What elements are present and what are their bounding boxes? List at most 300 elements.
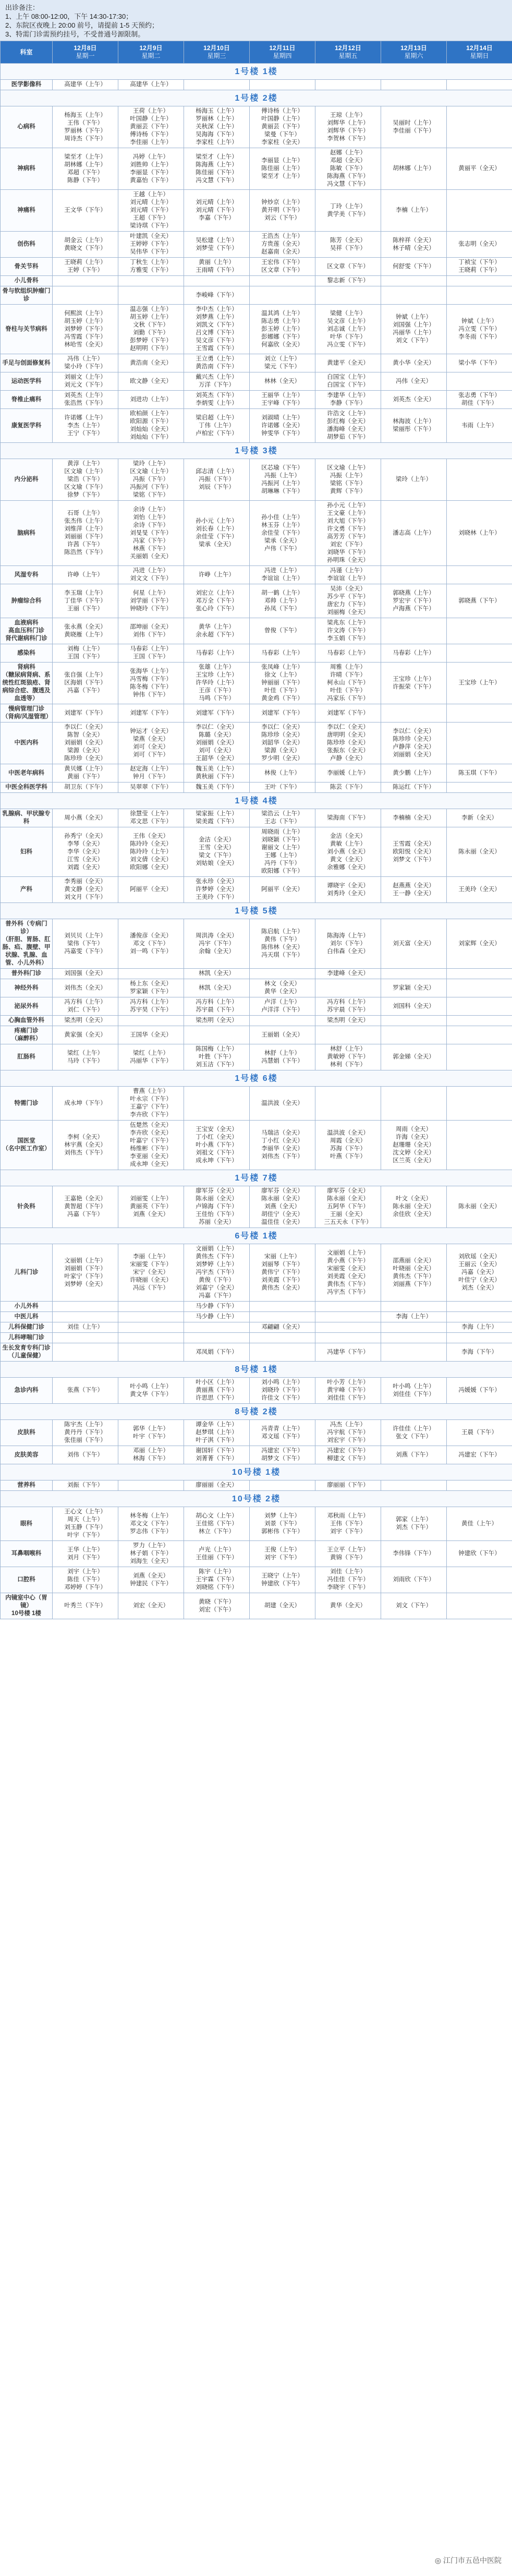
schedule-cell — [118, 1186, 184, 1228]
doctor-entry: 黄佳（上午） — [461, 1520, 497, 1527]
schedule-cell — [315, 1044, 381, 1070]
doctor-entry: 黄智超（下午） — [64, 1203, 106, 1210]
doctor-entry: 钟丽丽（下午） — [261, 680, 303, 686]
dept-name: 产科 — [1, 877, 53, 903]
doctor-entry: 冯振（上午） — [264, 472, 300, 479]
doctor-entry: 许峥（上午） — [67, 571, 103, 578]
doctor-entry: 林海波（上午） — [393, 418, 435, 425]
schedule-cell — [118, 276, 184, 286]
schedule-cell — [315, 566, 381, 584]
doctor-entry: 冯建宏（下午） — [327, 1448, 369, 1454]
schedule-cell — [53, 969, 118, 979]
doctor-entry: 叶佳（下午） — [264, 688, 300, 694]
doctor-entry: 柯永山（下午） — [327, 680, 369, 686]
doctor-entry: 王文华（下午） — [64, 207, 106, 213]
doctor-entry: 黄晓文（下午） — [64, 245, 106, 251]
schedule-cell — [315, 1312, 381, 1322]
schedule-cell — [118, 704, 184, 723]
doctor-entry: 孙小元（上午） — [196, 518, 238, 524]
doctor-entry: 冯青青（上午） — [261, 1425, 303, 1432]
doctor-entry: 王伟（下午） — [67, 119, 103, 126]
day-weekday: 星期一 — [76, 52, 95, 59]
doctor-entry: 王婷婷（下午） — [130, 241, 172, 247]
doctor-entry: 李中杰（上午） — [196, 306, 238, 312]
doctor-entry: 苏宇晨（下午） — [327, 1007, 369, 1013]
dept-name: 内分泌科 — [1, 459, 53, 501]
schedule-cell — [447, 618, 512, 644]
doctor-entry: 吴伟华（下午） — [130, 249, 172, 255]
table-row — [1, 1378, 512, 1404]
doctor-entry: 彭红梅（全天） — [327, 418, 369, 425]
schedule-cell — [118, 1343, 184, 1362]
doctor-entry: 欧阳娜（下午） — [261, 868, 303, 874]
doctor-entry: 丁伟（上午） — [199, 422, 235, 429]
doctor-entry: 刘丽燕（下午） — [393, 1281, 435, 1287]
doctor-entry: 卢海燕（下午） — [393, 605, 435, 612]
schedule-cell — [53, 501, 118, 566]
schedule-cell — [118, 1378, 184, 1404]
schedule-cell — [53, 979, 118, 997]
schedule-table — [0, 41, 512, 1619]
schedule-cell — [53, 1333, 118, 1343]
doctor-entry: 刘丽娟（全天） — [64, 740, 106, 746]
doctor-entry: 冯振（下午） — [133, 476, 169, 483]
doctor-entry: 卢伟（下午） — [264, 545, 300, 552]
doctor-entry: 廖军芬（全天） — [196, 1188, 238, 1194]
schedule-cell — [118, 106, 184, 148]
day-weekday: 星期六 — [404, 52, 423, 59]
doctor-entry: 冯振（下午） — [199, 476, 235, 483]
day-weekday: 星期日 — [470, 52, 489, 59]
schedule-cell — [118, 1302, 184, 1312]
doctor-entry: 谢国轩（下午） — [196, 1448, 238, 1454]
doctor-entry: 许晴（下午） — [330, 672, 366, 678]
doctor-entry: 许诺娜（上午） — [64, 414, 106, 421]
doctor-entry: 林舒（上午） — [330, 1046, 366, 1052]
dept-name: 脊柱与关节病科 — [1, 305, 53, 354]
schedule-cell — [53, 764, 118, 783]
doctor-entry: 黄小华（全天） — [393, 359, 435, 366]
schedule-cell — [447, 80, 512, 90]
schedule-cell — [184, 106, 250, 148]
doctor-entry: 冯建宏（下午） — [261, 1448, 303, 1454]
schedule-cell — [53, 1087, 118, 1121]
schedule-cell — [381, 1378, 447, 1404]
doctor-entry: 李晓宇（下午） — [327, 1584, 369, 1591]
table-header-row — [1, 41, 512, 64]
doctor-entry: 陈运红（下午） — [393, 784, 435, 790]
schedule-cell — [447, 969, 512, 979]
doctor-entry: 苏宇晨（下午） — [196, 1007, 238, 1013]
doctor-entry: 冯宇杰（下午） — [327, 1289, 369, 1295]
doctor-entry: 李琴（全天） — [67, 840, 103, 847]
doctor-entry: 陈芳（全天） — [330, 237, 366, 244]
schedule-cell — [118, 286, 184, 305]
schedule-cell — [381, 354, 447, 372]
schedule-cell — [447, 1087, 512, 1121]
schedule-cell — [250, 969, 315, 979]
doctor-entry: 余诗（下午） — [133, 522, 169, 528]
doctor-entry: 黄伟杰（下午） — [196, 1254, 238, 1260]
doctor-entry: 梁浩云（上午） — [261, 811, 303, 817]
day-date: 12月10日 — [203, 44, 230, 52]
doctor-entry: 钟建民（下午） — [130, 1580, 172, 1587]
dept-name: 脊椎止痛科 — [1, 391, 53, 409]
schedule-cell — [315, 190, 381, 232]
doctor-entry: 孙小佳（上午） — [261, 514, 303, 521]
doctor-entry: 刘晓玲（下午） — [261, 1387, 303, 1393]
doctor-entry: 郭彬伟（下午） — [261, 1528, 303, 1535]
doctor-entry: 胡梦文（下午） — [261, 1455, 303, 1462]
schedule-cell — [118, 1312, 184, 1322]
table-row — [1, 723, 512, 764]
doctor-entry: 林冬梅（上午） — [130, 1512, 172, 1519]
doctor-entry: 李玉瑞（上午） — [64, 589, 106, 596]
doctor-entry: 黄文静（全天） — [64, 886, 106, 893]
doctor-entry: 吴文彦（上午） — [327, 318, 369, 324]
table-row — [1, 1244, 512, 1302]
doctor-entry: 郭晓燕（上午） — [393, 589, 435, 596]
doctor-entry: 李以仁（全天） — [393, 728, 435, 735]
day-weekday: 星期二 — [141, 52, 161, 59]
schedule-cell — [381, 723, 447, 764]
doctor-entry: 梁小华（下午） — [458, 359, 501, 366]
doctor-entry: 刘梅（上午） — [67, 646, 103, 652]
table-row — [1, 276, 512, 286]
schedule-cell — [53, 644, 118, 663]
schedule-cell — [184, 1244, 250, 1302]
schedule-cell — [53, 1322, 118, 1333]
doctor-entry: 梁丽彤（下午） — [393, 426, 435, 432]
doctor-entry: 刘玉静（下午） — [64, 1524, 106, 1531]
schedule-cell — [118, 877, 184, 903]
schedule-cell — [315, 1480, 381, 1491]
doctor-entry: 刘丽娟（全天） — [196, 740, 238, 746]
doctor-entry: 王宝珍（上午） — [458, 680, 501, 686]
schedule-cell — [315, 1541, 381, 1567]
doctor-entry: 黄丹丹（下午） — [64, 1429, 106, 1436]
doctor-entry: 冯丹（下午） — [264, 860, 300, 866]
doctor-entry: 邓秋雨（上午） — [327, 1512, 369, 1519]
doctor-entry: 黄浩南（下午） — [196, 364, 238, 370]
schedule-cell — [381, 584, 447, 618]
schedule-cell — [315, 501, 381, 566]
doctor-entry: 张海华（上午） — [130, 668, 172, 675]
doctor-entry: 陈永丽（全天） — [458, 1203, 501, 1210]
doctor-entry: 余佳莹（下午） — [261, 529, 303, 536]
doctor-entry: 彭梦婷（下午） — [130, 338, 172, 344]
schedule-cell — [184, 148, 250, 190]
doctor-entry: 冯进（上午） — [133, 568, 169, 574]
schedule-cell — [184, 1121, 250, 1170]
table-row — [1, 644, 512, 663]
section-row — [1, 443, 512, 459]
doctor-entry: 杨海玉（上午） — [196, 108, 238, 114]
schedule-cell — [53, 286, 118, 305]
doctor-entry: 钟炒京（上午） — [261, 199, 303, 206]
doctor-entry: 梁启超（上午） — [196, 414, 238, 421]
doctor-entry: 马春彩（上午） — [196, 649, 238, 656]
table-row — [1, 919, 512, 969]
schedule-cell — [250, 663, 315, 704]
dept-name: 心胸血管外科 — [1, 1016, 53, 1026]
doctor-entry: 廖丽丽（全天） — [196, 1482, 238, 1488]
doctor-entry: 卢洋（上午） — [264, 999, 300, 1005]
dept-name: 特需门诊 — [1, 1087, 53, 1121]
schedule-cell — [250, 704, 315, 723]
doctor-entry: 王华（上午） — [67, 1546, 103, 1553]
schedule-cell — [447, 1343, 512, 1362]
doctor-entry: 梁玲（上午） — [396, 476, 432, 483]
doctor-entry: 王晓莉（下午） — [458, 267, 501, 273]
doctor-entry: 王彦（下午） — [199, 688, 235, 694]
schedule-cell — [118, 764, 184, 783]
schedule-cell — [118, 783, 184, 793]
doctor-entry: 胡林娜（上午） — [393, 165, 435, 172]
schedule-cell — [447, 1244, 512, 1302]
doctor-entry: 刘小燕（全天） — [327, 848, 369, 855]
schedule-cell — [447, 1026, 512, 1044]
schedule-cell — [53, 258, 118, 276]
doctor-entry: 黄俊（下午） — [199, 1277, 235, 1283]
schedule-cell — [184, 969, 250, 979]
doctor-entry: 李海（上午） — [461, 1324, 497, 1330]
doctor-entry: 刘进功（上午） — [130, 396, 172, 403]
doctor-entry: 梁至才（上午） — [261, 173, 303, 179]
doctor-entry: 张燕（下午） — [67, 1387, 103, 1393]
doctor-entry: 张佳丽（下午） — [64, 1437, 106, 1443]
doctor-entry: 王志（下午） — [264, 818, 300, 825]
schedule-cell — [315, 1322, 381, 1333]
schedule-cell — [250, 566, 315, 584]
schedule-cell — [447, 997, 512, 1016]
schedule-cell — [250, 305, 315, 354]
schedule-cell — [447, 501, 512, 566]
doctor-entry: 刘文（下午） — [396, 1603, 432, 1609]
doctor-entry: 刘燕（全天） — [133, 1572, 169, 1579]
schedule-cell — [250, 391, 315, 409]
doctor-entry: 邓丽（上午） — [133, 1448, 169, 1454]
schedule-cell — [381, 1016, 447, 1026]
doctor-entry: 丁佳华（下午） — [64, 597, 106, 604]
doctor-entry: 刘伟杰（下午） — [261, 1153, 303, 1160]
day-date: 12月9日 — [139, 44, 163, 52]
doctor-entry: 罗志伟（下午） — [130, 1528, 172, 1535]
doctor-entry: 钟斌（上午） — [396, 314, 432, 320]
doctor-entry: 梁杰明（全天） — [64, 1017, 106, 1024]
doctor-entry: 唐宏力（下午） — [327, 601, 369, 608]
schedule-cell — [184, 644, 250, 663]
schedule-cell — [118, 809, 184, 827]
dept-name: 泌尿外科 — [1, 997, 53, 1016]
schedule-cell — [315, 286, 381, 305]
schedule-cell — [184, 1378, 250, 1404]
doctor-entry: 冯进（上午） — [264, 568, 300, 574]
doctor-entry: 马春彩（上午） — [393, 649, 435, 656]
doctor-entry: 许佳文（下午） — [261, 1395, 303, 1401]
doctor-entry: 潘志高（上午） — [393, 529, 435, 536]
schedule-cell — [447, 372, 512, 391]
doctor-entry: 李炳雯（上午） — [196, 400, 238, 406]
schedule-cell — [381, 232, 447, 258]
doctor-entry: 王佳丽（下午） — [196, 1554, 238, 1561]
doctor-entry: 刘家辉（全天） — [458, 940, 501, 947]
schedule-cell — [184, 190, 250, 232]
doctor-entry: 黄敏（上午） — [330, 840, 366, 847]
doctor-entry: 梁铭（下午） — [330, 480, 366, 487]
doctor-entry: 丁小红（全天） — [261, 1138, 303, 1144]
doctor-entry: 林凯（全天） — [199, 984, 235, 991]
doctor-entry: 吴翠翠（下午） — [130, 784, 172, 790]
doctor-entry: 陈宇杰（上午） — [64, 1422, 106, 1428]
schedule-cell — [53, 663, 118, 704]
doctor-entry: 叶小燕（下午） — [196, 1141, 238, 1148]
doctor-entry: 陈宇（上午） — [199, 1569, 235, 1575]
doctor-entry: 冯方科（上午） — [64, 999, 106, 1005]
section-title: 1号楼 5楼 — [1, 903, 512, 919]
doctor-entry: 欧文静（全天） — [130, 378, 172, 384]
doctor-entry: 魏玉美（上午） — [196, 766, 238, 772]
doctor-entry: 刘元文（下午） — [64, 382, 106, 388]
schedule-cell — [53, 1507, 118, 1541]
schedule-cell — [447, 584, 512, 618]
schedule-cell — [118, 1026, 184, 1044]
table-row — [1, 704, 512, 723]
doctor-entry: 宋丽（上午） — [264, 1254, 300, 1260]
doctor-entry: 刘怡（上午） — [133, 514, 169, 521]
schedule-cell — [53, 106, 118, 148]
doctor-entry: 刘志诚（上午） — [327, 326, 369, 332]
schedule-cell — [53, 827, 118, 877]
doctor-entry: 梁兆东（上午） — [327, 620, 369, 626]
dept-name: 神病科 — [1, 148, 53, 190]
schedule-cell — [118, 501, 184, 566]
dept-name: 疼痛门诊 （麻醉科） — [1, 1026, 53, 1044]
dept-name: 创伤科 — [1, 232, 53, 258]
doctor-entry: 梁文（下午） — [199, 852, 235, 859]
schedule-cell — [118, 919, 184, 969]
doctor-entry: 刘贝贝（上午） — [64, 932, 106, 939]
table-row — [1, 1026, 512, 1044]
doctor-entry: 刘天富（全天） — [393, 940, 435, 947]
doctor-entry: 王琼（上午） — [330, 112, 366, 118]
doctor-entry: 温洪波（全天） — [327, 1130, 369, 1136]
section-title: 6号楼 1楼 — [1, 1228, 512, 1244]
table-row — [1, 979, 512, 997]
doctor-entry: 刘尔（下午） — [330, 940, 366, 947]
doctor-entry: 王国（下午） — [133, 654, 169, 660]
table-row — [1, 1333, 512, 1343]
schedule-cell — [184, 354, 250, 372]
doctor-entry: 黄文（全天） — [330, 856, 366, 863]
doctor-entry: 伍楚然（全天） — [130, 1122, 172, 1128]
doctor-entry: 冯嘉（下午） — [67, 688, 103, 694]
schedule-cell — [381, 969, 447, 979]
doctor-entry: 黄建平（全天） — [327, 359, 369, 366]
doctor-entry: 罗力（上午） — [133, 1543, 169, 1549]
doctor-entry: 许思思（下午） — [196, 1395, 238, 1401]
doctor-entry: 钟斌（上午） — [461, 318, 497, 324]
schedule-cell — [184, 566, 250, 584]
table-row — [1, 106, 512, 148]
schedule-cell — [381, 919, 447, 969]
schedule-cell — [381, 827, 447, 877]
doctor-entry: 文丽娟（上午） — [64, 1257, 106, 1264]
doctor-entry: 冯振（上午） — [330, 472, 366, 479]
doctor-entry: 冯嘉（全天） — [461, 1269, 497, 1275]
doctor-entry: 邓帅（上午） — [264, 597, 300, 604]
doctor-entry: 张文（下午） — [396, 1433, 432, 1440]
doctor-entry: 陈海燕（下午） — [327, 173, 369, 179]
schedule-cell — [250, 1420, 315, 1446]
schedule-cell — [53, 80, 118, 90]
schedule-cell — [184, 809, 250, 827]
doctor-entry: 王国（下午） — [67, 654, 103, 660]
doctor-entry: 冯文慧（下午） — [196, 177, 238, 184]
table-row — [1, 566, 512, 584]
dept-name: 中医内科 — [1, 723, 53, 764]
doctor-entry: 胡佳宁（全天） — [261, 1211, 303, 1218]
doctor-entry: 冯建华（下午） — [327, 1349, 369, 1355]
doctor-entry: 冯婷（上午） — [133, 153, 169, 160]
doctor-entry: 王雪霞（全天） — [393, 840, 435, 847]
dept-name: 妇科 — [1, 827, 53, 877]
section-title: 1号楼 1楼 — [1, 64, 512, 80]
doctor-entry: 梁诗琪（下午） — [130, 223, 172, 229]
doctor-entry: 叶晓丽（全天） — [393, 1265, 435, 1272]
doctor-entry: 谢丽文（上午） — [261, 845, 303, 851]
section-row — [1, 1404, 512, 1420]
dept-name: 血液病科 高血压科门诊 肾代谢病科门诊 — [1, 618, 53, 644]
schedule-cell — [118, 1507, 184, 1541]
doctor-entry: 卢静（全天） — [330, 755, 366, 762]
schedule-cell — [118, 1087, 184, 1121]
doctor-entry: 王雪霞（下午） — [196, 345, 238, 352]
doctor-entry: 余诗（上午） — [133, 506, 169, 513]
doctor-entry: 刘元晴（下午） — [130, 207, 172, 213]
doctor-entry: 冯振河（上午） — [261, 480, 303, 487]
schedule-cell — [315, 80, 381, 90]
doctor-entry: 邵燕丽（全天） — [393, 1257, 435, 1264]
schedule-cell — [315, 584, 381, 618]
doctor-entry: 唐明明（全天） — [327, 732, 369, 738]
doctor-entry: 刘文文（下午） — [130, 575, 172, 582]
schedule-cell — [381, 1302, 447, 1312]
dept-name: 中医儿科 — [1, 1312, 53, 1322]
doctor-entry: 王丽（下午） — [67, 605, 103, 612]
schedule-cell — [381, 459, 447, 501]
schedule-cell — [315, 354, 381, 372]
doctor-entry: 刘伟（下午） — [133, 631, 169, 638]
doctor-entry: 刘勤（下午） — [133, 330, 169, 336]
section-row — [1, 1362, 512, 1378]
day-weekday: 星期三 — [207, 52, 226, 59]
schedule-cell — [184, 1302, 250, 1312]
schedule-cell — [315, 1333, 381, 1343]
doctor-entry: 成永坤（下午） — [64, 1100, 106, 1106]
doctor-entry: 梁杰明（全天） — [327, 1017, 369, 1024]
table-row — [1, 783, 512, 793]
schedule-cell — [118, 584, 184, 618]
doctor-entry: 区文瑜（下午） — [64, 484, 106, 490]
schedule-cell — [118, 1333, 184, 1343]
table-row — [1, 391, 512, 409]
table-row — [1, 354, 512, 372]
doctor-entry: 黄家强（全天） — [64, 1031, 106, 1038]
doctor-entry: 刘晓铭（下午） — [196, 1584, 238, 1591]
doctor-entry: 赵定海（上午） — [130, 766, 172, 772]
doctor-entry: 刘丽娟（全天） — [393, 751, 435, 758]
